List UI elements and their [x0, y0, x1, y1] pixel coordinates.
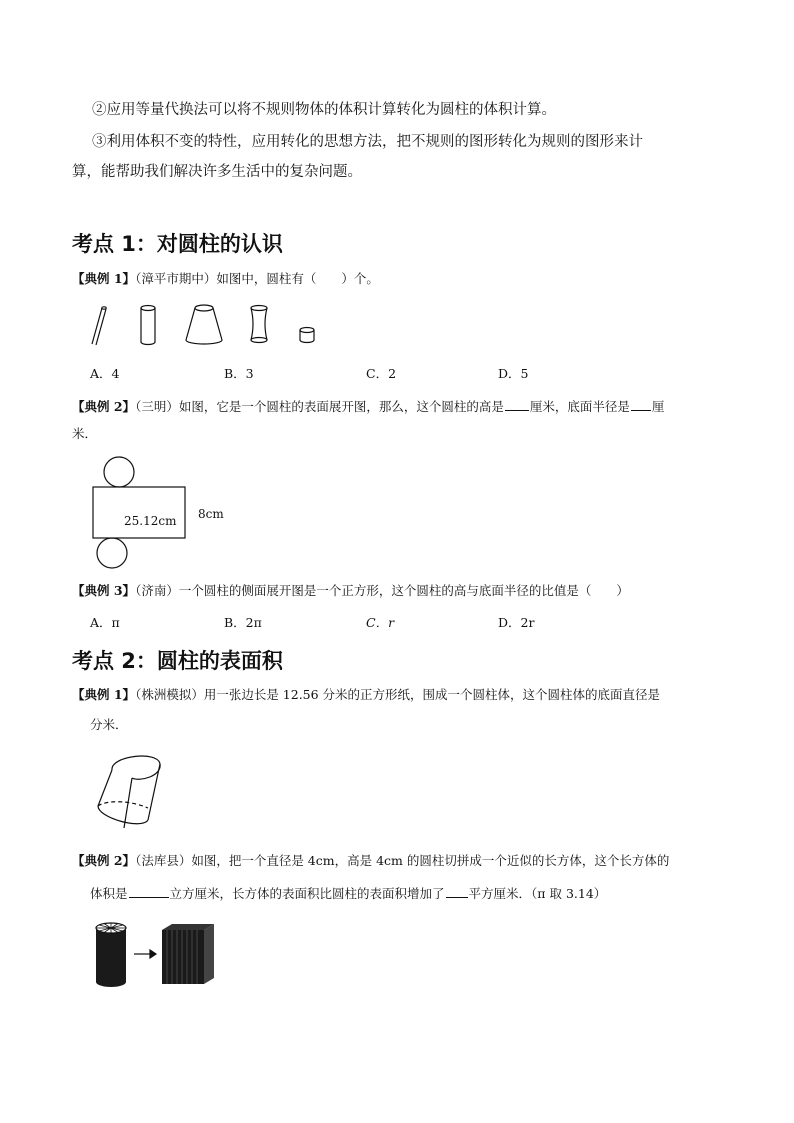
example-1-3	[72, 582, 629, 600]
example-text: （株洲模拟）用一张边长是 12.56 分米的正方形纸，围成一个圆柱体，这个圆柱体的底面直径是	[135, 687, 661, 702]
section-2-title: 考点 2：圆柱的表面积	[72, 649, 283, 673]
intro-line-3a: ③利用体积不变的特性，应用转化的思想方法，把不规则的图形转化为规则的图形来计	[92, 134, 643, 150]
cylinder-to-cuboid-figure	[92, 920, 222, 990]
example-tag: 【典例 3】	[72, 583, 136, 598]
example-tag: 【典例 1】	[72, 687, 136, 702]
example-text: 体积是	[90, 886, 128, 901]
frustum-shape	[186, 305, 222, 344]
rolled-paper-figure	[92, 748, 172, 838]
example-2-2	[72, 852, 669, 870]
rect-width-label: 25.12cm	[124, 514, 177, 528]
example-tag: 【典例 2】	[72, 853, 136, 868]
net-rectangle	[93, 487, 185, 538]
arrow-icon	[134, 950, 156, 958]
example-text: （济南）一个圆柱的侧面展开图是一个正方形，这个圆柱的高与底面半径的比值是（ ）	[135, 583, 629, 598]
option-c: C．2	[366, 366, 397, 381]
example-text: 立方厘米，长方体的表面积比圆柱的表面积增加了	[169, 886, 445, 901]
example-tag: 【典例 1】	[72, 271, 136, 286]
section-1-title: 考点 1：对圆柱的认识	[72, 232, 283, 256]
option-d: D．5	[498, 366, 529, 381]
short-cylinder-shape	[300, 328, 314, 343]
example-text: （法库县）如图，把一个直径是 4cm，高是 4cm 的圆柱切拼成一个近似的长方体，这个长方体的	[135, 853, 670, 868]
option-b: B．3	[224, 366, 254, 381]
top-circle	[104, 457, 134, 487]
option-a: A．π	[90, 615, 120, 630]
cuboid	[162, 924, 214, 984]
example-text: 厘米，底面半径是	[529, 399, 630, 414]
example-2-1-cont: 分米．	[90, 717, 128, 732]
example-text: （三明）如图，它是一个圆柱的表面展开图，那么，这个圆柱的高是	[135, 399, 504, 414]
option-d: D．2r	[498, 615, 535, 630]
example-1-2-cont: 米．	[72, 426, 98, 441]
option-c: C．r	[366, 615, 395, 630]
concave-shape	[251, 306, 267, 343]
example-2-1	[72, 686, 660, 704]
answer-blank[interactable]	[129, 884, 169, 898]
bottom-circle	[97, 538, 127, 568]
answer-blank[interactable]	[505, 397, 529, 411]
example-1-2	[72, 397, 664, 416]
example-2-2-cont	[90, 884, 606, 903]
intro-line-3b: 算，能帮助我们解决许多生活中的复杂问题。	[72, 164, 362, 180]
example-tag: 【典例 2】	[72, 399, 136, 414]
example-text: 厘	[651, 399, 665, 414]
rect-height-label: 8cm	[198, 507, 224, 521]
sliced-cylinder	[96, 923, 126, 987]
answer-blank[interactable]	[631, 397, 651, 411]
example-text: （漳平市期中）如图中，圆柱有（ ）个。	[135, 271, 379, 286]
option-a: A．4	[90, 366, 120, 381]
example-1-1	[72, 270, 379, 288]
intro-line-2: ②应用等量代换法可以将不规则物体的体积计算转化为圆柱的体积计算。	[92, 102, 556, 118]
answer-blank[interactable]	[446, 884, 468, 898]
shapes-figure	[88, 300, 328, 350]
option-b: B．2π	[224, 615, 262, 630]
example-text: 平方厘米．（π 取 3.14）	[468, 886, 607, 901]
rod-shape	[92, 307, 106, 345]
cylinder-shape	[141, 306, 155, 345]
